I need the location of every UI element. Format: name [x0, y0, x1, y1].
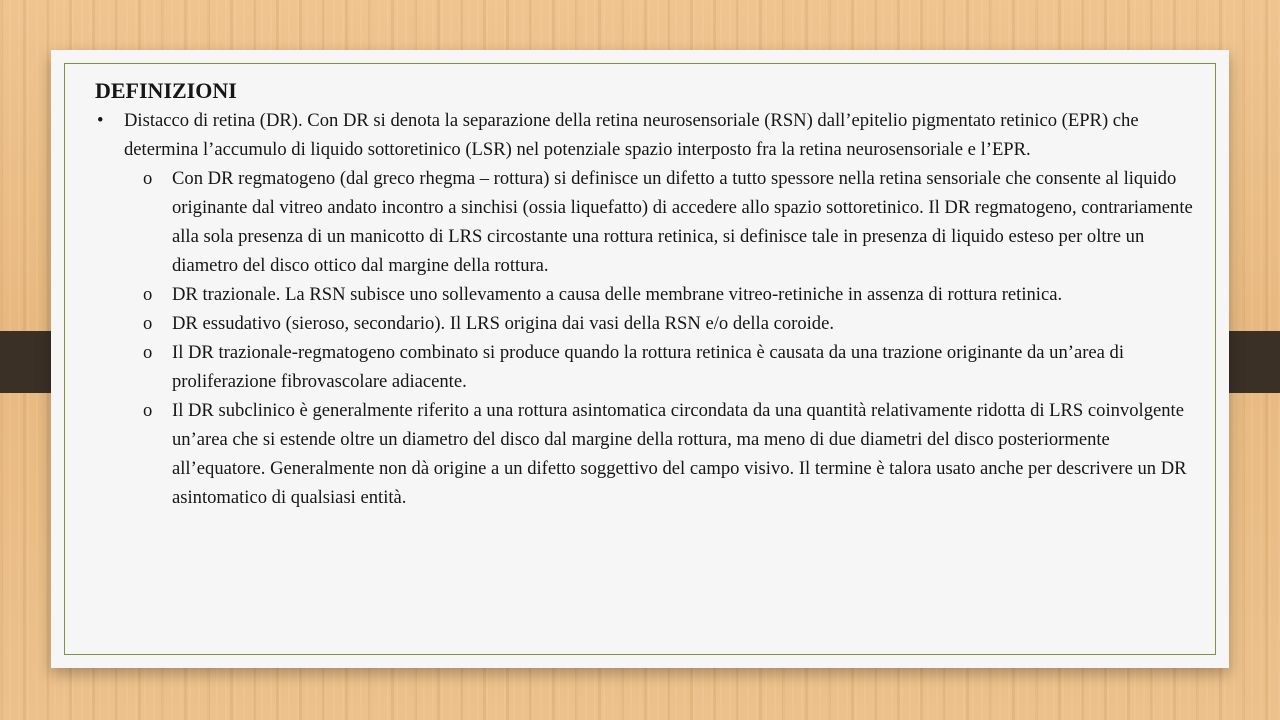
bullet-circle-icon: o	[143, 342, 153, 363]
list-item-text: DR essudativo (sieroso, secondario). Il LRS origina dai vasi della RSN e/o della coroide.	[172, 313, 835, 334]
bullet-circle-icon: o	[143, 400, 153, 421]
list-item-text: Distacco di retina (DR). Con DR si denota la separazione della retina neurosensoriale (RSN) dall’epitelio pigmentato retinico (EPR) che determina l’accumulo di liquido sottoretinico (LSR) nel potenziale spazio interposto fra la retina neurosensoriale e l’EPR.	[124, 110, 1139, 160]
list-item-combinato	[95, 338, 1195, 396]
bullet-circle-icon: o	[143, 313, 153, 334]
list-item-text: DR trazionale. La RSN subisce uno sollevamento a causa delle membrane vitreo-retiniche in assenza di rottura retinica.	[172, 284, 1063, 305]
bullet-circle-icon: o	[143, 168, 153, 189]
list-item-essudativo	[95, 309, 1195, 338]
list-item-trazionale	[95, 280, 1195, 309]
list-item-main-definition	[95, 106, 1195, 164]
slide-title: DEFINIZIONI	[95, 78, 237, 103]
list-item-text: Con DR regmatogeno (dal greco rhegma – rottura) si definisce un difetto a tutto spessore nella retina sensoriale che consente al liquido originante dal vitreo andato incontro a sinchisi (ossia liquefatto) di accedere allo spazio sottoretinico. Il DR regmatogeno, contrariamente alla sola presenza di un manicotto di LRS circostante una rottura retinica, si definisce tale in presenza di liquido esteso per oltre un diametro del disco ottico dal margine della rottura.	[172, 168, 1193, 276]
list-item-regmatogeno	[95, 164, 1195, 280]
bullet-dot-icon: •	[97, 110, 104, 131]
slide-content	[95, 76, 1195, 512]
slide-paper	[51, 50, 1229, 668]
list-item-text: Il DR trazionale-regmatogeno combinato si produce quando la rottura retinica è causata da una trazione originante da un’area di proliferazione fibrovascolare adiacente.	[172, 342, 1125, 392]
list-item-subclinico	[95, 396, 1195, 512]
list-item-text: Il DR subclinico è generalmente riferito a una rottura asintomatica circondata da una quantità relativamente ridotta di LRS coinvolgente un’area che si estende oltre un diametro del disco dal margine della rottura, ma meno di due diametri del disco posteriormente all’equatore. Generalmente non dà origine a un difetto soggettivo del campo visivo. Il termine è talora usato anche per descrivere un DR asintomatico di qualsiasi entità.	[172, 400, 1187, 508]
bullet-circle-icon: o	[143, 284, 153, 305]
